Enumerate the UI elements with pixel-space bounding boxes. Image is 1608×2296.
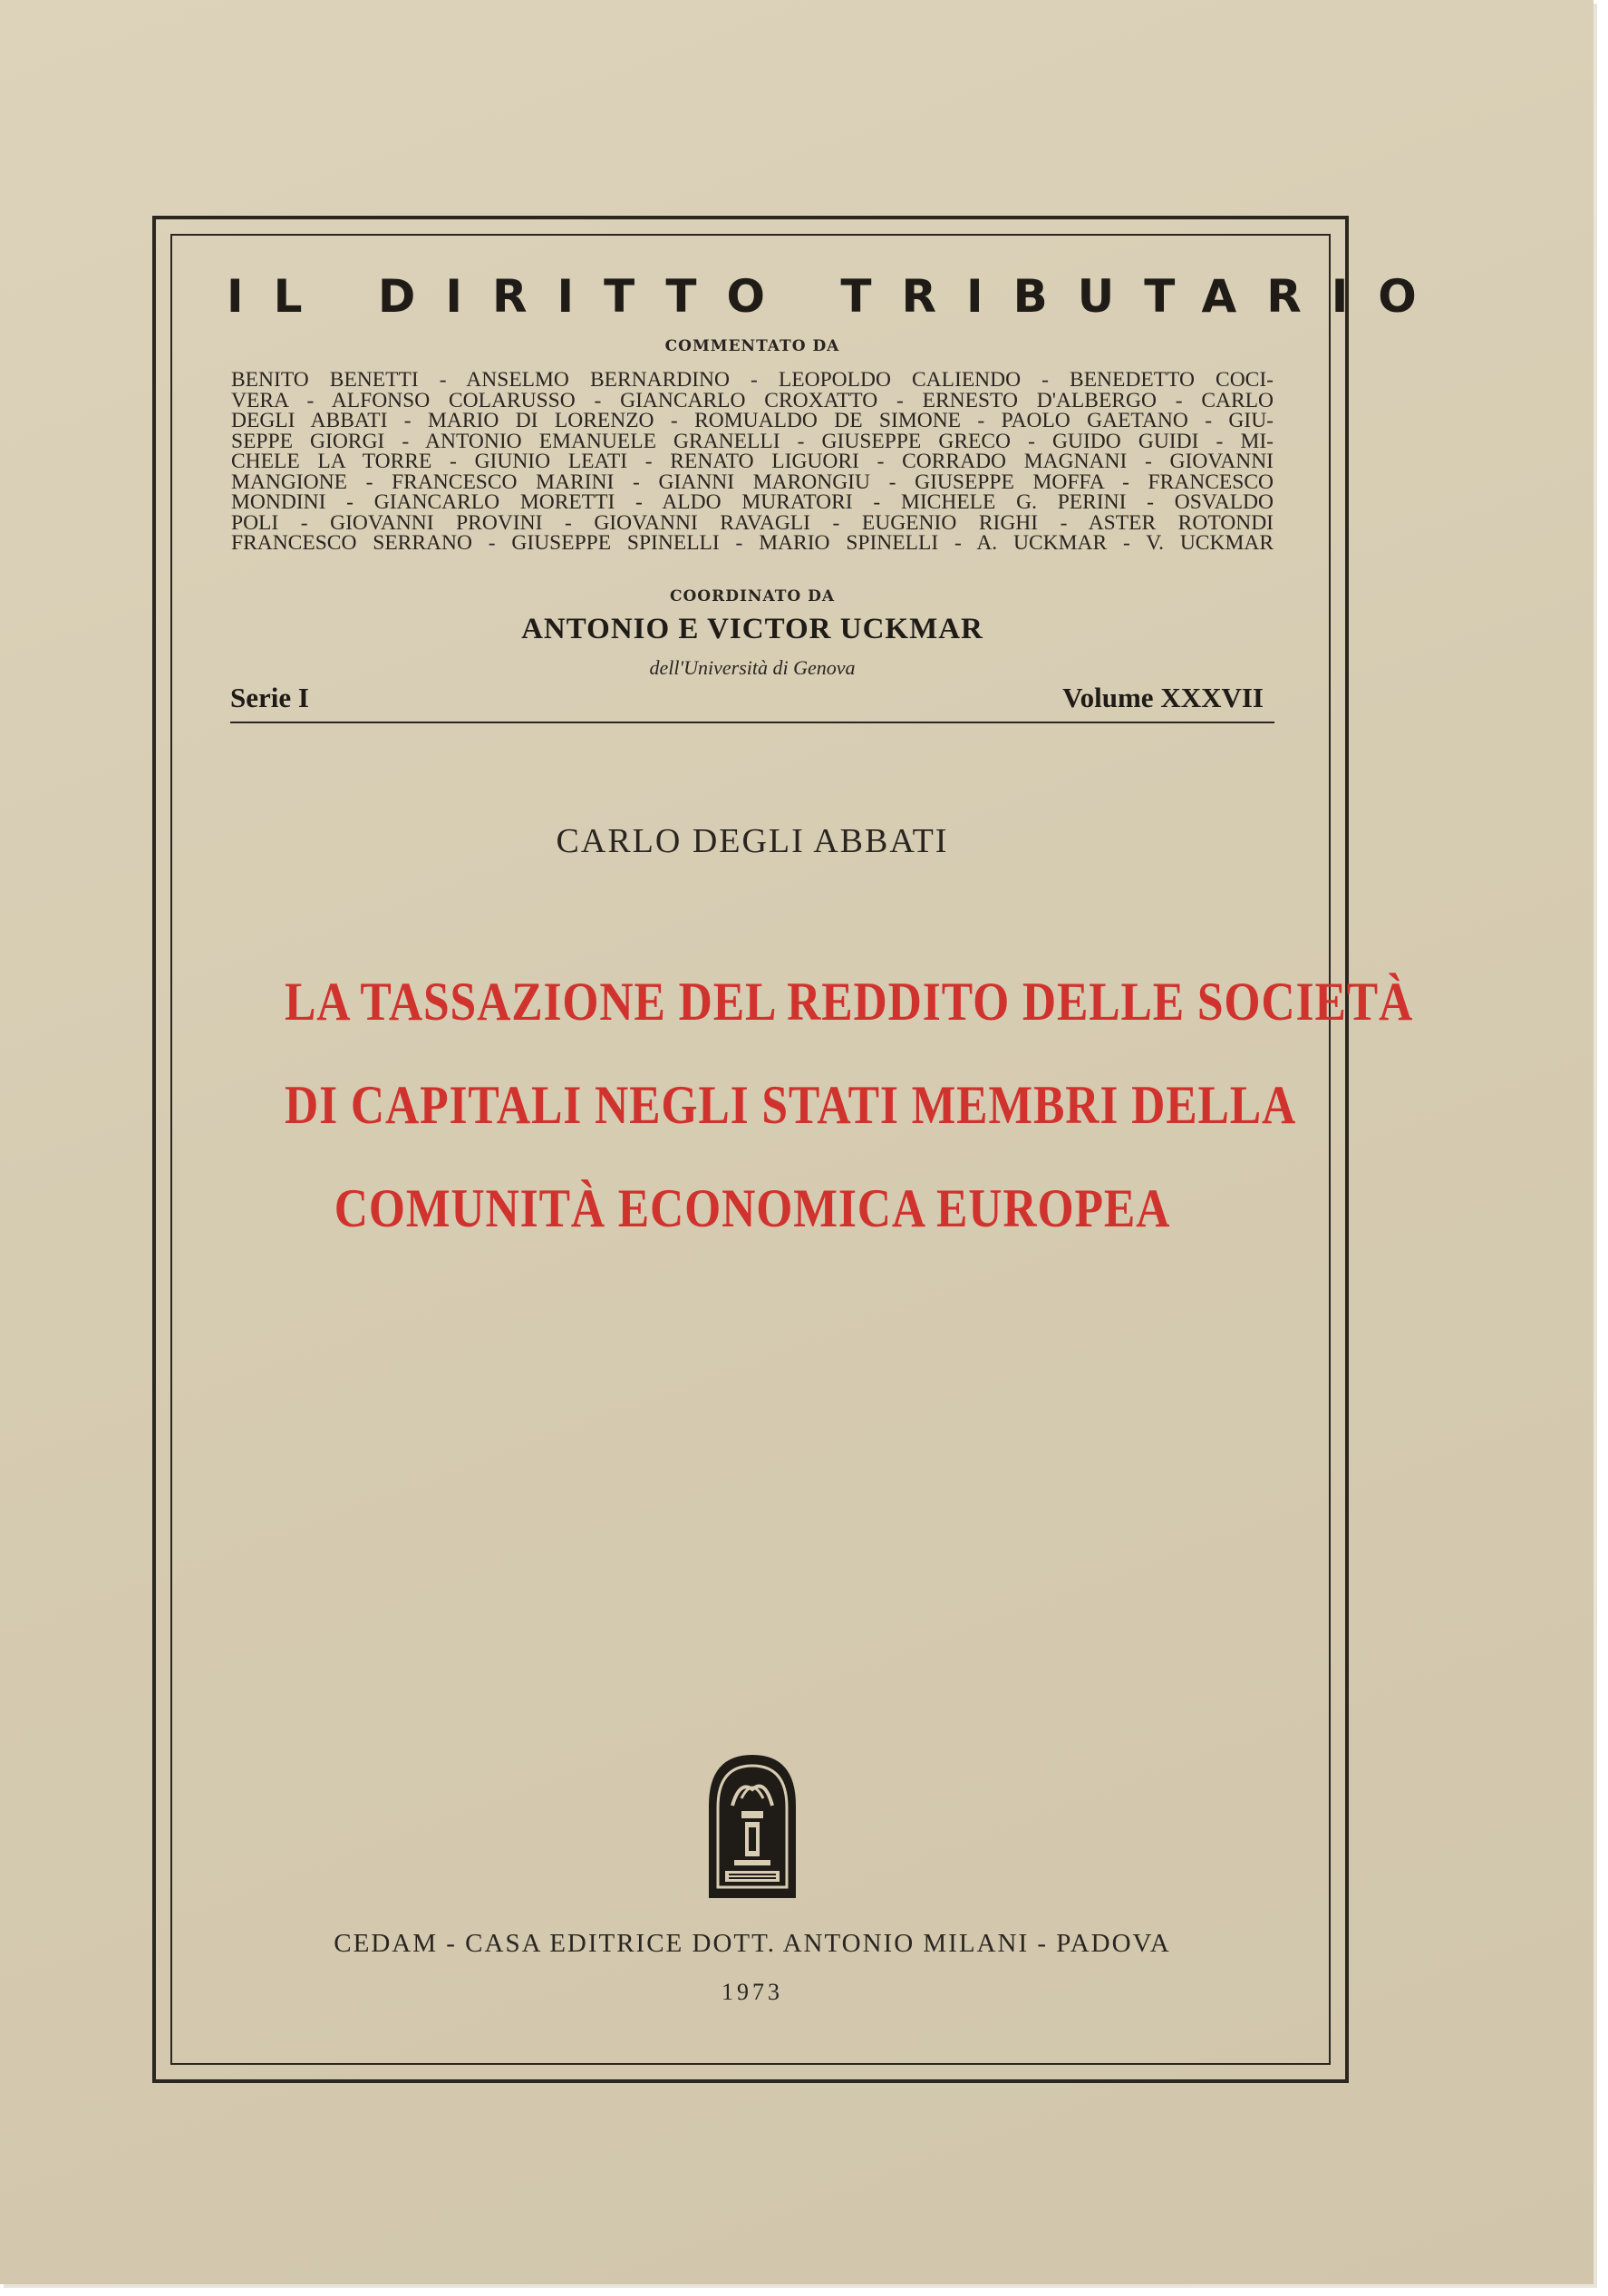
publisher-name: CEDAM - CASA EDITRICE DOTT. ANTONIO MILANI - PADOVA xyxy=(334,1929,1171,1958)
commentators-line: MONDINI - GIANCARLO MORETTI - ALDO MURATORI - MICHELE G. PERINI - OSVALDO xyxy=(231,490,1274,514)
commentators-line: SEPPE GIORGI - ANTONIO EMANUELE GRANELLI - GIUSEPPE GRECO - GUIDO GUIDI - MI- xyxy=(231,429,1274,453)
commentators-line: VERA - ALFONSO COLARUSSO - GIANCARLO CROXATTO - ERNESTO D'ALBERGO - CARLO xyxy=(231,388,1274,412)
commented-by-label: COMMENTATO DA xyxy=(664,337,840,355)
commentators-line: BENITO BENETTI - ANSELMO BERNARDINO - LEOPOLDO CALIENDO - BENEDETTO COCI- xyxy=(231,368,1274,392)
coordinated-by-label: COORDINATO DA xyxy=(669,587,836,605)
commentators-line: FRANCESCO SERRANO - GIUSEPPE SPINELLI - MARIO SPINELLI - A. UCKMAR - V. UCKMAR xyxy=(231,531,1274,555)
book-title xyxy=(285,950,1414,1260)
divider-rule xyxy=(230,722,1274,723)
volume-number: Volume XXXVII xyxy=(1062,682,1264,713)
book-title-line: COMUNITÀ ECONOMICA EUROPEA xyxy=(334,1178,1171,1238)
book-author: CARLO DEGLI ABBATI xyxy=(556,822,949,860)
series-title: IL DIRITTO TRIBUTARIO xyxy=(227,270,1447,323)
publication-year: 1973 xyxy=(722,1979,783,2005)
commentators-line: MANGIONE - FRANCESCO MARINI - GIANNI MARONGIU - GIUSEPPE MOFFA - FRANCESCO xyxy=(231,470,1274,494)
commentators-line: CHELE LA TORRE - GIUNIO LEATI - RENATO LIGUORI - CORRADO MAGNANI - GIOVANNI xyxy=(231,450,1274,473)
series-number: Serie I xyxy=(230,682,309,713)
book-title-line: DI CAPITALI NEGLI STATI MEMBRI DELLA xyxy=(285,1075,1297,1135)
commentators-list xyxy=(231,370,1274,554)
publisher-emblem-icon xyxy=(705,1751,799,1900)
coordinators: ANTONIO E VICTOR UCKMAR xyxy=(521,613,983,645)
commentators-line: DEGLI ABBATI - MARIO DI LORENZO - ROMUALDO DE SIMONE - PAOLO GAETANO - GIU- xyxy=(231,409,1274,432)
university: dell'Università di Genova xyxy=(649,656,856,679)
book-title-line: LA TASSAZIONE DEL REDDITO DELLE SOCIETÀ xyxy=(285,972,1414,1032)
commentators-line: POLI - GIOVANNI PROVINI - GIOVANNI RAVAGLI - EUGENIO RIGHI - ASTER ROTONDI xyxy=(231,510,1274,535)
